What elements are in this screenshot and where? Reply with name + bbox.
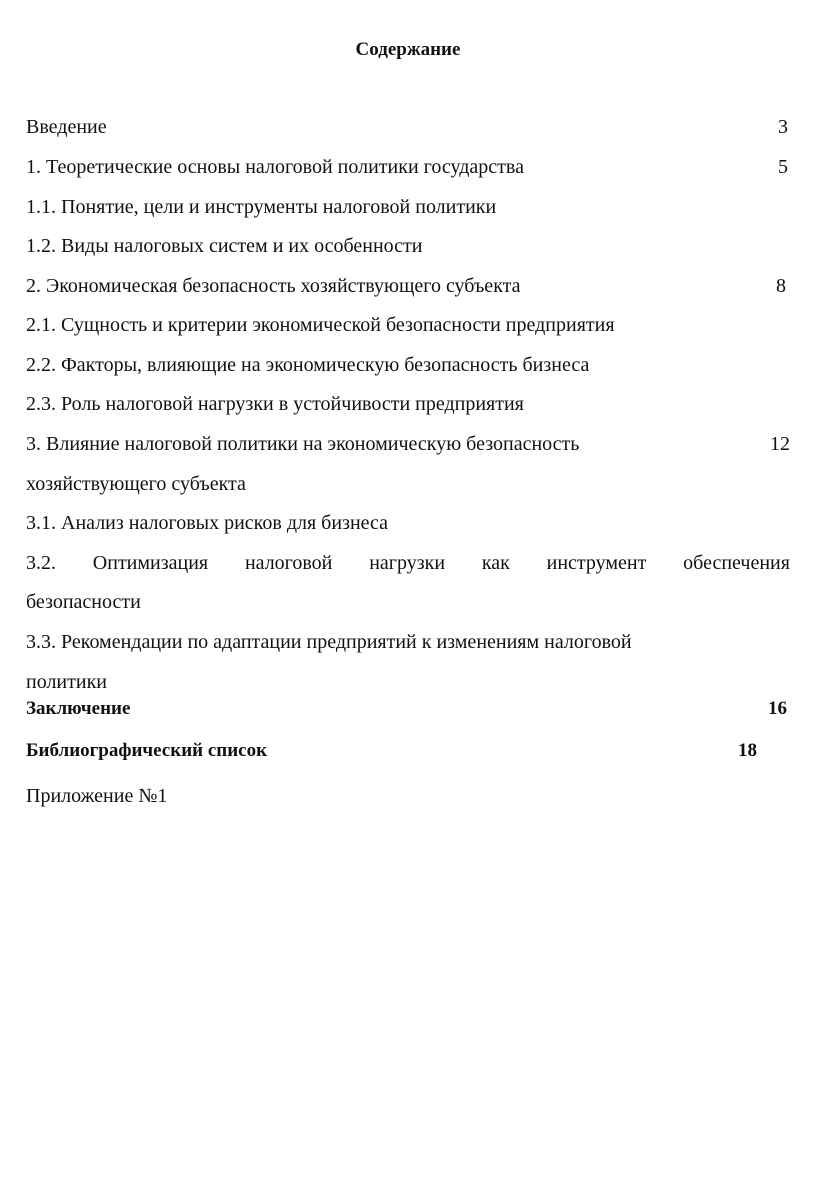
toc-entry-ch2: 2. Экономическая безопасность хозяйствующего субъекта: [26, 275, 521, 297]
toc-word: Оптимизация: [92, 552, 209, 574]
toc-word: нагрузки: [369, 552, 446, 574]
toc-entry-ch3-line1: 3. Влияние налоговой политики на экономическую безопасность: [26, 433, 580, 455]
toc-entry-appendix: Приложение №1: [26, 785, 168, 807]
toc-entry-biblio: Библиографический список: [26, 740, 268, 761]
toc-entry-s12: 1.2. Виды налоговых систем и их особенности: [26, 235, 423, 257]
toc-entry-s22: 2.2. Факторы, влияющие на экономическую безопасность бизнеса: [26, 354, 590, 376]
toc-page-biblio: 18: [738, 740, 757, 761]
toc-entry-s23: 2.3. Роль налоговой нагрузки в устойчивости предприятия: [26, 393, 524, 415]
toc-entry-conclusion: Заключение: [26, 698, 131, 719]
toc-page-ch2: 8: [776, 275, 786, 297]
toc-page-ch1: 5: [778, 156, 788, 178]
toc-title: Содержание: [355, 39, 461, 60]
toc-word: 3.2.: [26, 552, 56, 574]
toc-entry-s33-line1: 3.3. Рекомендации по адаптации предприятий к изменениям налоговой: [26, 631, 632, 653]
toc-entry-s33-line2: политики: [26, 671, 107, 693]
toc-entry-s31: 3.1. Анализ налоговых рисков для бизнеса: [26, 512, 389, 534]
toc-entry-s21: 2.1. Сущность и критерии экономической безопасности предприятия: [26, 314, 615, 336]
toc-page-intro: 3: [778, 116, 788, 138]
toc-word: инструмент: [546, 552, 647, 574]
toc-word: налоговой: [244, 552, 333, 574]
toc-word: как: [481, 552, 510, 574]
toc-entry-ch1: 1. Теоретические основы налоговой политики государства: [26, 156, 524, 178]
toc-page-conclusion: 16: [768, 698, 787, 719]
toc-page-ch3: 12: [770, 433, 790, 455]
toc-entry-s32-line2: безопасности: [26, 591, 141, 613]
toc-entry-s11: 1.1. Понятие, цели и инструменты налоговой политики: [26, 196, 497, 218]
toc-entry-s32-line1: [26, 543, 790, 583]
toc-entry-ch3-line2: хозяйствующего субъекта: [26, 473, 246, 495]
toc-word: обеспечения: [683, 552, 790, 574]
toc-entry-intro: Введение: [26, 116, 107, 138]
